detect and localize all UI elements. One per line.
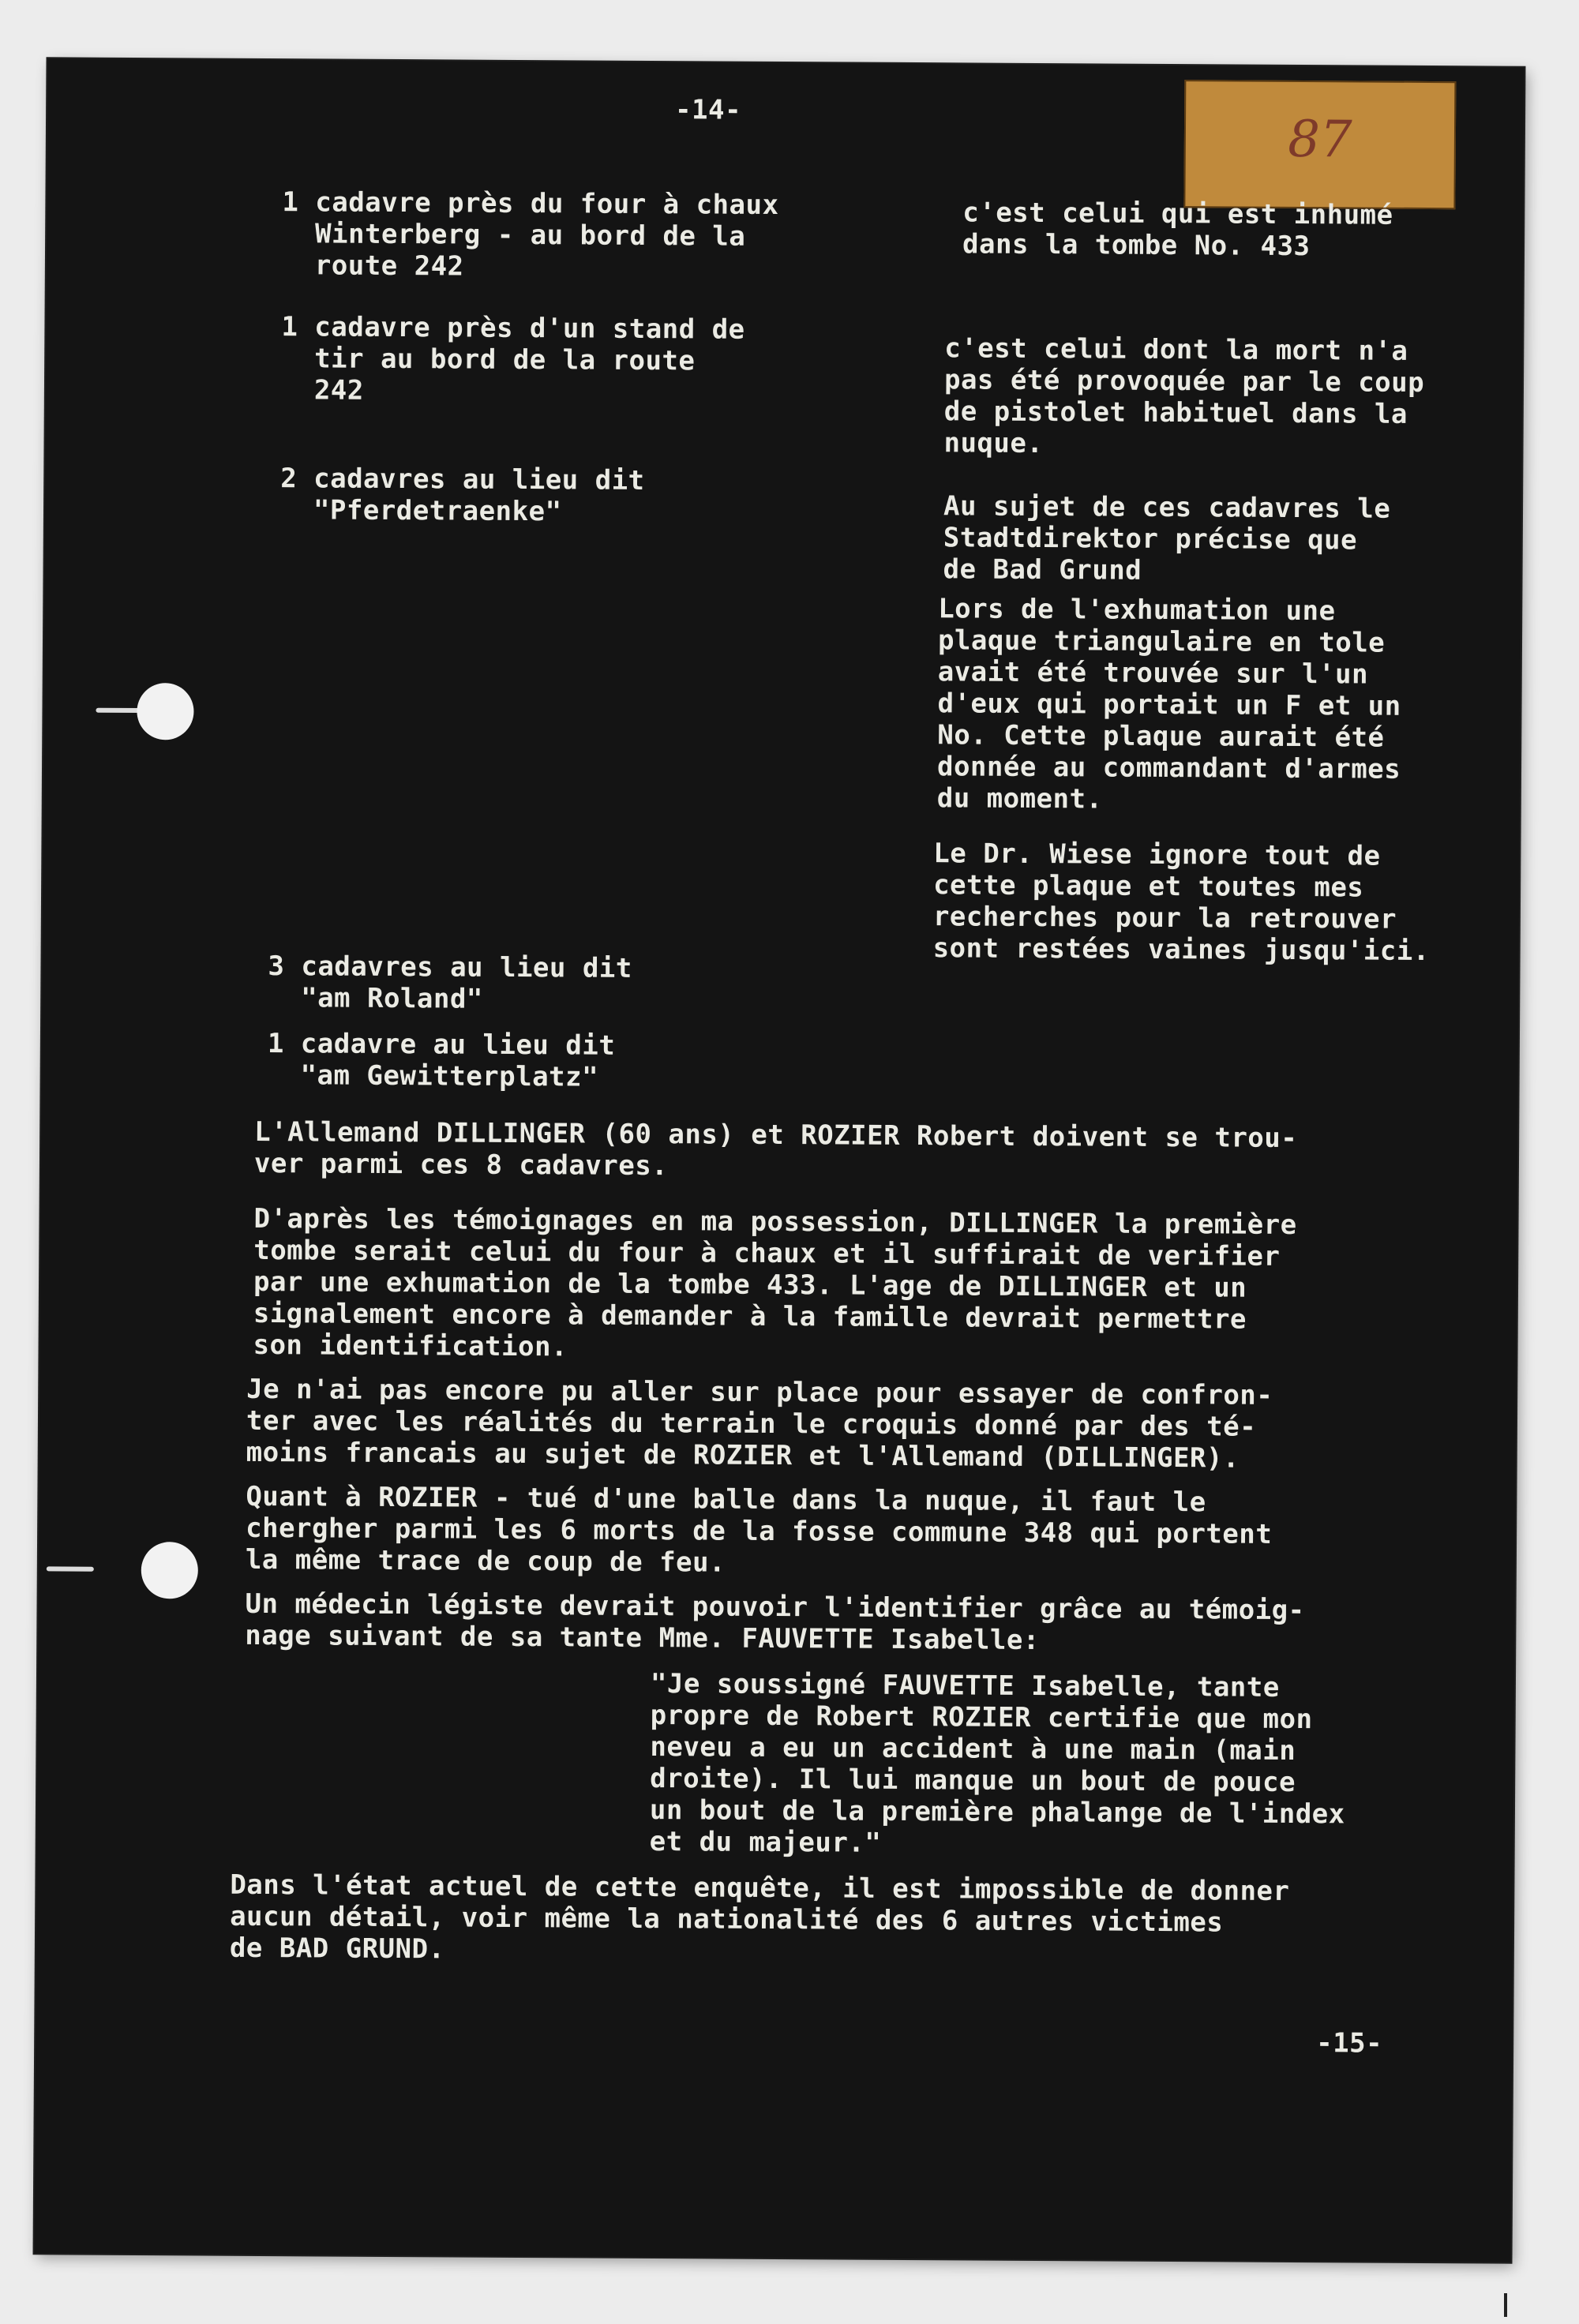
scan-edge-mark: [1504, 2293, 1507, 2317]
body-paragraph-6: Dans l'état actuel de cette enquête, il est impossible de donner aucun détail, voir même la nationalité des 6 autres victimes de BAD GRUND.: [229, 1869, 1290, 1966]
right-entry-1: c'est celui qui est inhumé dans la tombe No. 433: [962, 197, 1393, 263]
left-entry-2: 1 cadavre près d'un stand de tir au bord de la route 242: [280, 311, 745, 407]
punch-hole-top: [137, 683, 193, 740]
left-entry-4: 3 cadavres au lieu dit "am Roland": [268, 950, 632, 1015]
body-paragraph-1: L'Allemand DILLINGER (60 ans) et ROZIER Robert doivent se trou- ver parmi ces 8 cadavres.: [253, 1115, 1298, 1183]
folio-number: 87: [1287, 110, 1352, 170]
right-entry-3: Au sujet de ces cadavres le Stadtdirektor précise que de Bad Grund: [943, 490, 1391, 587]
body-paragraph-2: D'après les témoignages en ma possession, DILLINGER la première tombe serait celui du four à chaux et il suffirait de verifier par une exhumation de la tombe 433. L'age de DILLINGER et un signalement encore à demander à la famille devrait permettre son identification.: [253, 1202, 1297, 1363]
page-number-top: -14-: [675, 94, 742, 126]
right-entry-4: Lors de l'exhumation une plaque triangulaire en tole avait été trouvée sur l'un d'eux qui portait un F et un No. Cette plaque aurait été donnée au commandant d'armes du moment.: [936, 593, 1401, 815]
hole-tear-bottom: [47, 1566, 94, 1571]
left-entry-3: 2 cadavres au lieu dit "Pferdetraenke": [279, 463, 645, 528]
punch-hole-bottom: [141, 1542, 198, 1599]
left-entry-5: 1 cadavre au lieu dit "am Gewitterplatz": [267, 1028, 616, 1093]
left-entry-1: 1 cadavre près du four à chaux Winterberg - au bord de la route 242: [281, 186, 779, 283]
witness-quote: "Je soussigné FAUVETTE Isabelle, tante propre de Robert ROZIER certifie que mon neveu a eu un accident à une main (main droite). Il lui manque un bout de pouce un bout de la première phalange de l'index et du majeur.": [649, 1668, 1345, 1859]
right-entry-2: c'est celui dont la mort n'a pas été provoquée par le coup de pistolet habituel dans la nuque.: [943, 332, 1425, 460]
body-paragraph-5: Un médecin légiste devrait pouvoir l'identifier grâce au témoig- nage suivant de sa tante Mme. FAUVETTE Isabelle:: [245, 1587, 1305, 1657]
document-sheet: [35, 58, 1525, 2262]
right-entry-5: Le Dr. Wiese ignore tout de cette plaque et toutes mes recherches pour la retrouver sont restées vaines jusqu'ici.: [932, 838, 1430, 968]
page-number-bottom: -15-: [1316, 2027, 1383, 2060]
folio-stamp: [1183, 80, 1456, 209]
body-paragraph-3: Je n'ai pas encore pu aller sur place pour essayer de confron- ter avec les réalités du terrain le croquis donné par des té- moins francais au sujet de ROZIER et l'Allemand (DILLINGER).: [246, 1373, 1273, 1475]
body-paragraph-4: Quant à ROZIER - tué d'une balle dans la nuque, il faut le chergher parmi les 6 morts de la fosse commune 348 qui portent la même trace de coup de feu.: [245, 1480, 1273, 1579]
